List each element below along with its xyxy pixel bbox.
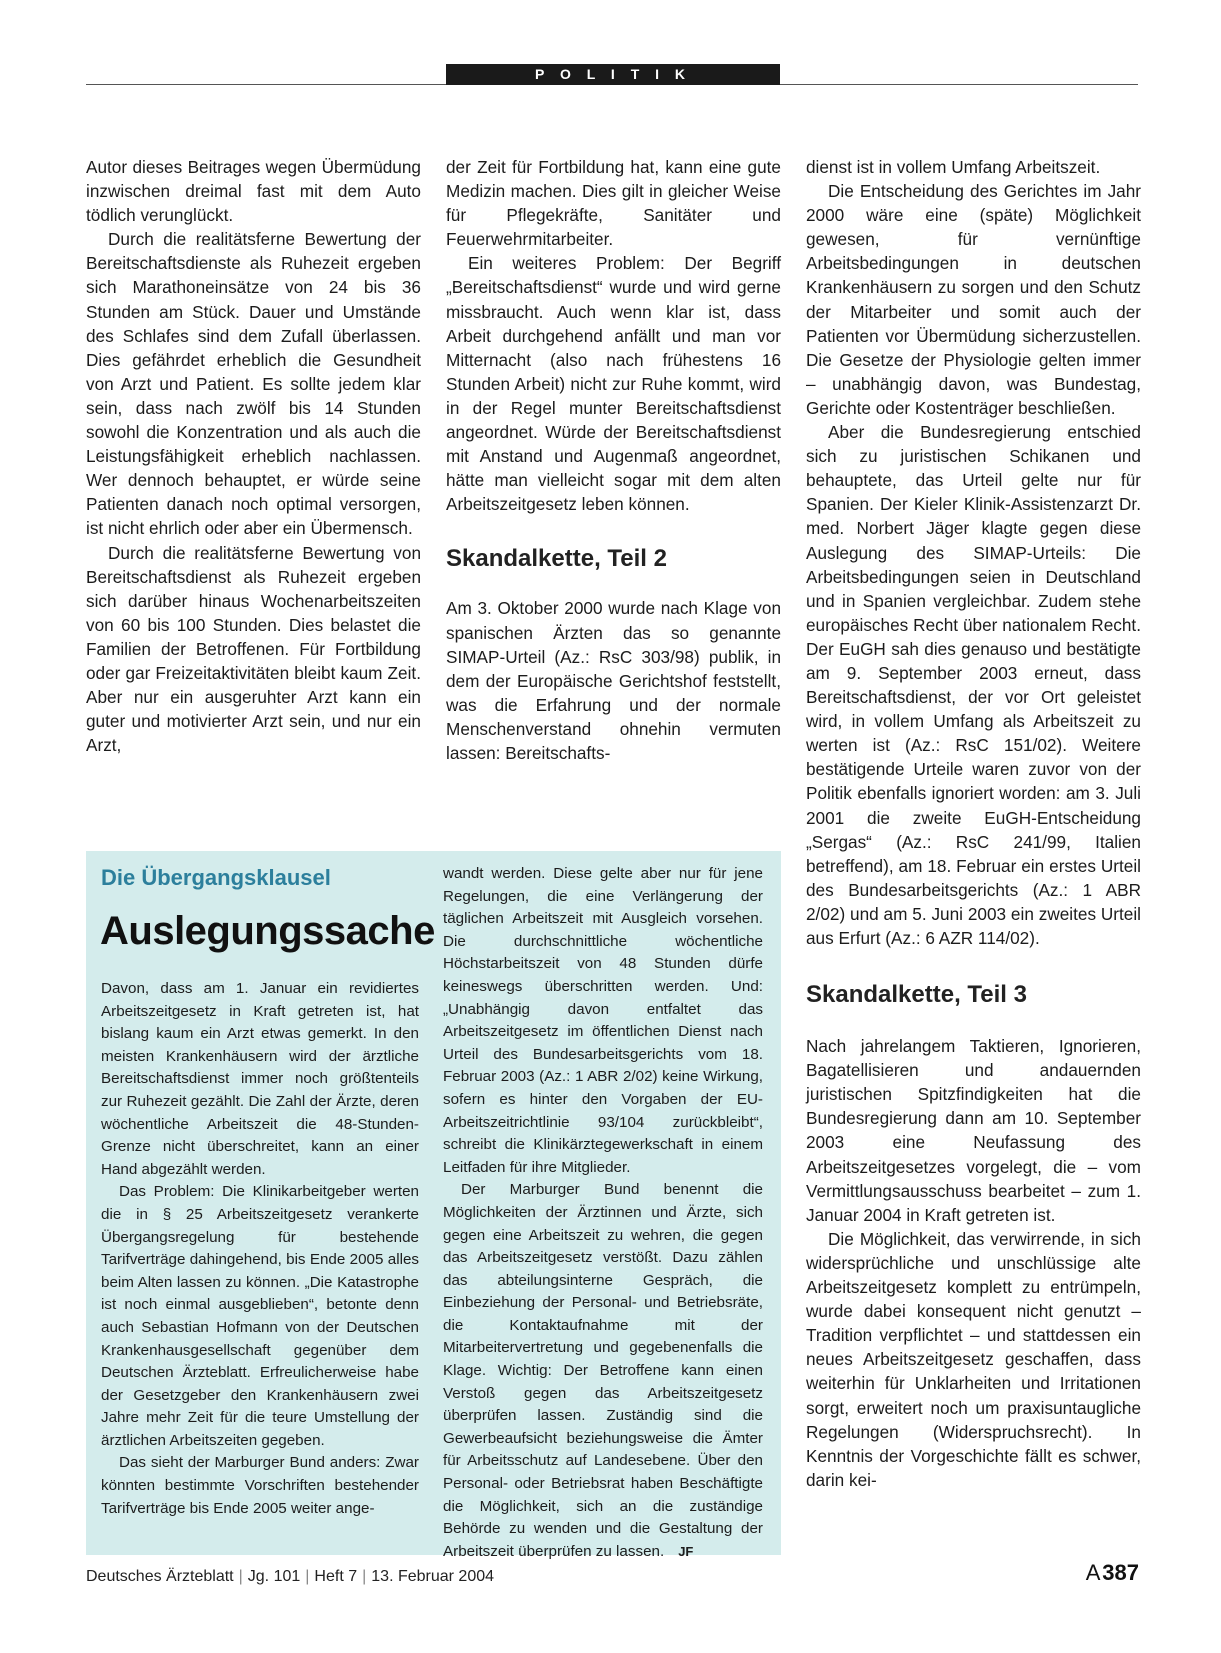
paragraph: dienst ist in vollem Umfang Arbeitszeit.	[806, 157, 1101, 177]
box-title: Auslegungssache	[100, 909, 435, 953]
box-column-2	[443, 863, 763, 1563]
box-kicker: Die Übergangsklausel	[101, 865, 331, 890]
article-column-1	[86, 155, 421, 757]
footer-separator: |	[362, 1568, 367, 1585]
paragraph: Die Entscheidung des Gerichtes im Jahr 2000 wäre eine (späte) Möglichkeit gewesen, für vernünftige Arbeitsbedingungen in deutschen Krankenhäusern zu sorgen und den Schutz der Mitarbeiter und somit auch der Patienten vor Übermüdung sicherzustellen. Die Gesetze der Physiologie gelten immer – unabhängig davon, was Bundestag, Gerichte oder Kostenträger beschließen.	[806, 181, 1141, 418]
paragraph: Autor dieses Beitrages wegen Übermüdung inzwischen dreimal fast mit dem Auto tödlich verunglückt.	[86, 157, 421, 226]
paragraph: Durch die realitätsferne Bewertung der Bereitschaftsdienste als Ruhezeit ergeben sich Marathoneinsätze von 24 bis 36 Stunden am Stück. Dauer und Umstände des Schlafes sind dem Zufall überlassen. Dies gefährdet erheblich die Gesundheit von Arzt und Patient. Es sollte jedem klar sein, dass nach zwölf bis 14 Stunden sowohl die Konzentration und als auch die Leistungsfähigkeit erheblich nachlassen. Wer dennoch behauptet, er würde seine Patienten danach noch optimal versorgen, ist nicht ehrlich oder aber ein Übermensch.	[86, 229, 421, 539]
footer-separator: |	[305, 1568, 310, 1585]
box-paragraph: wandt werden. Diese gelte aber nur für jene Regelungen, die eine Verlängerung der täglichen Arbeitszeit mit Ausgleich vorsehen. Die durchschnittliche wöchentliche Höchstarbeitszeit von 48 Stunden dürfe keineswegs überschritten werden. Und: „Unabhängig davon entfaltet das Arbeitszeitgesetz im öffentlichen Dienst nach Urteil des Bundesarbeitsgerichts vom 18. Februar 2003 (Az.: 1 ABR 2/02) keine Wirkung, sofern es hinter den Vorgaben der EU-Arbeitszeitrichtlinie 93/104 zurückbleibt“, schreibt die Klinikärztegewerkschaft in einem Leitfaden für ihre Mitglieder.	[443, 865, 763, 1176]
issue: Heft 7	[314, 1568, 358, 1585]
paragraph: Die Möglichkeit, das verwirrende, in sich widersprüchliche und unschlüssige alte Arbeitszeitgesetz komplett zu entrümpeln, wurde dabei konsequent nicht genutzt – Tradition verpflichtet – und stattdessen ein neues Arbeitszeitgesetz geschaffen, dass weiterhin für Unklarheiten und Irritationen sorgt, erweitert noch um praxisuntaugliche Regelungen (Widerspruchsrecht). In Kenntnis der Vorgeschichte fällt es schwer, darin kei-	[806, 1228, 1141, 1490]
box-paragraph-text: Der Marburger Bund benennt die Möglichkeiten der Ärztinnen und Ärzte, sich gegen eine Arbeitszeit zu wehren, die gegen das Arbeitszeitgesetz verstößt. Dazu zählen das abteilungsinterne Gespräch, die Einbeziehung der Personal- und Betriebsräte, die Kontaktaufnahme mit der Mitarbeitervertretung und gegebenenfalls die Klage. Wichtig: Der Betroffene kann einen Verstoß gegen das Arbeitszeitgesetz überprüfen lassen. Zuständig sind die Gewerbeaufsicht beziehungsweise die Ämter für Arbeitsschutz auf Landesebene. Über den Personal- oder Betriebsrat haben Beschäftigte die Möglichkeit, sich an die zuständige Behörde zu wenden und die Gestaltung der Arbeitszeit überprüfen zu lassen.	[443, 1181, 763, 1560]
box-paragraph: Das Problem: Die Klinikarbeitgeber werten die in § 25 Arbeitszeitgesetz verankerte Übergangsregelung für bestehende Tarifverträge dahingehend, bis Ende 2005 alles beim Alten lassen zu können. „Die Katastrophe ist noch einmal ausgeblieben“, betonte denn auch Sebastian Hofmann von der Deutschen Krankenhausgesellschaft gegenüber dem Deutschen Ärzteblatt. Erfreulicherweise habe der Gesetzgeber den Krankenhäusern zwei Jahre mehr Zeit für die teure Umstellung der ärztlichen Arbeitszeiten gegeben.	[101, 1183, 419, 1449]
footer	[86, 1568, 494, 1586]
paragraph: Aber die Bundesregierung entschied sich zu juristischen Schikanen und behauptete, das Urteil gelte nur für Spanien. Der Kieler Klinik-Assistenzarzt Dr. med. Norbert Jäger klagte gegen diese Auslegung des SIMAP-Urteils: Die Arbeitsbedingungen seien in Deutschland und in Spanien vergleichbar. Zudem stehe europäisches Recht über nationalem Recht. Der EuGH sah dies genauso und bestätigte am 9. September 2003 erneut, dass Bereitschaftsdienst, der vor Ort geleistet wird, in vollem Umfang als Arbeitszeit zu werten ist (Az.: RsC 151/02). Weitere bestätigende Urteile waren zuvor von der Politik ebenfalls ignoriert worden: am 3. Juli 2001 die zweite EuGH-Entscheidung „Sergas“ (Az.: RsC 241/99, Italien betreffend), am 18. Februar ein erstes Urteil des Bundesarbeitsgerichts (Az.: 1 ABR 2/02) und am 5. Juni 2003 ein zweites Urteil aus Erfurt (Az.: 6 AZR 114/02).	[806, 422, 1141, 948]
author-signature: JF	[678, 1543, 694, 1559]
section-heading: Skandalkette, Teil 3	[806, 981, 1027, 1009]
info-box	[86, 851, 781, 1560]
issue-date: 13. Februar 2004	[371, 1568, 495, 1585]
paragraph: Ein weiteres Problem: Der Begriff „Bereitschaftsdienst“ wurde und wird gerne missbraucht. Auch wenn klar ist, dass Arbeit durchgehend anfällt und man vor Mitternacht (also nach frühestens 16 Stunden Arbeit) nicht zur Ruhe kommt, wird in der Regel munter Bereitschaftsdienst angeordnet. Würde der Bereitschaftsdienst mit Anstand und Augenmaß angeordnet, hätte man vielleicht sogar mit dem alten Arbeitszeitgesetz leben können.	[446, 253, 781, 515]
footer-separator: |	[238, 1568, 243, 1585]
box-column-1	[101, 978, 419, 1520]
article-column-3	[806, 155, 1141, 1492]
article-column-2	[446, 155, 781, 765]
page-number-value: 387	[1102, 1560, 1139, 1585]
paragraph: der Zeit für Fortbildung hat, kann eine gute Medizin machen. Dies gilt in gleicher Weise für Pflegekräfte, Sanitäter und Feuerwehrmitarbeiter.	[446, 157, 781, 250]
page-prefix: A	[1085, 1560, 1101, 1585]
journal-name: Deutsches Ärzteblatt	[86, 1568, 234, 1585]
paragraph: Durch die realitätsferne Bewertung von Bereitschaftsdienst als Ruhezeit ergeben sich darüber hinaus Wochenarbeitszeiten von 60 bis 100 Stunden. Dies belastet die Familien der Betroffenen. Für Fortbildung oder gar Freizeitaktivitäten bleibt kaum Zeit. Aber nur ein ausgeruhter Arzt kann ein guter und motivierter Arzt sein, und nur ein Arzt,	[86, 542, 421, 756]
box-paragraph: Davon, dass am 1. Januar ein revidiertes Arbeitszeitgesetz in Kraft getreten ist, hat bislang kaum ein Arzt etwas gemerkt. In den meisten Krankenhäusern wird der ärztliche Bereitschaftsdienst immer noch größtenteils zur Ruhezeit gezählt. Die Zahl der Ärzte, deren wöchentliche Arbeitszeit die 48-Stunden-Grenze nicht überschreitet, kann an einer Hand abgezählt werden.	[101, 980, 419, 1178]
volume: Jg. 101	[247, 1568, 301, 1585]
section-label: P O L I T I K	[446, 64, 780, 85]
page-number	[1086, 1560, 1139, 1586]
paragraph: Am 3. Oktober 2000 wurde nach Klage von spanischen Ärzten das so genannte SIMAP-Urteil (Az.: RsC 303/98) publik, in dem der Europäische Gerichtshof feststellt, was die Erfahrung und der normale Menschenverstand ohnehin vermuten lassen: Bereitschafts-	[446, 598, 781, 763]
section-heading: Skandalkette, Teil 2	[446, 545, 667, 573]
box-paragraph	[443, 1179, 763, 1563]
box-paragraph: Das sieht der Marburger Bund anders: Zwar könnten bestimmte Vorschriften bestehender Tarifverträge bis Ende 2005 weiter ange-	[101, 1454, 419, 1517]
paragraph: Nach jahrelangem Taktieren, Ignorieren, Bagatellisieren und andauernden juristischen Spitzfindigkeiten hat die Bundesregierung dann am 10. September 2003 eine Neufassung des Arbeitszeitgesetzes vorgelegt, die – vom Vermittlungsausschuss bearbeitet – zum 1. Januar 2004 in Kraft getreten ist.	[806, 1036, 1141, 1225]
